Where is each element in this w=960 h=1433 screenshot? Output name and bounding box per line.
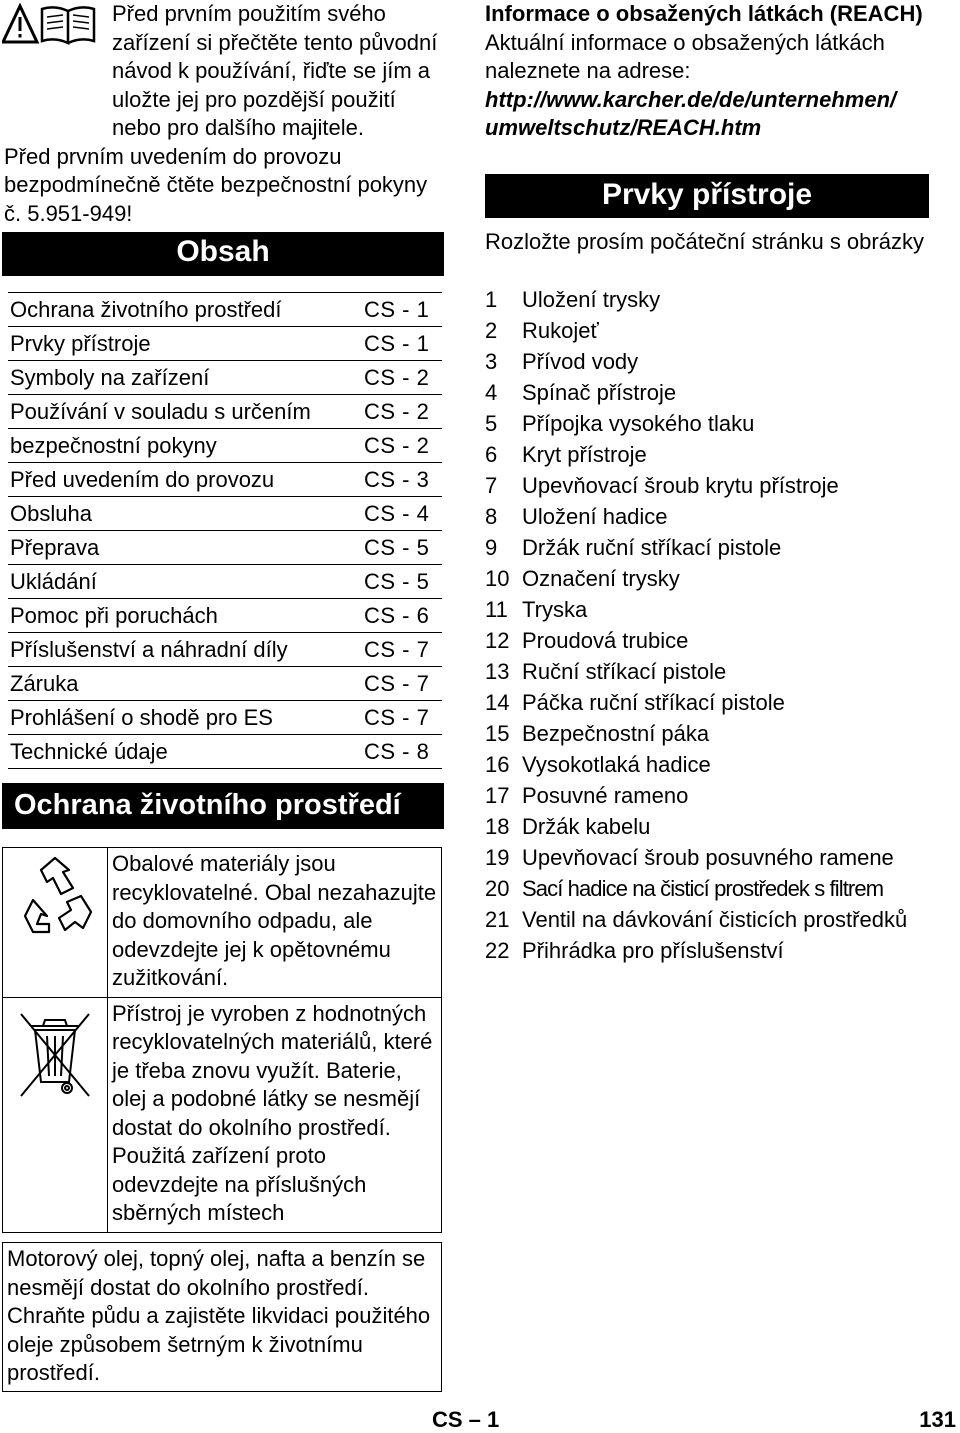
part-number: 21 [485,907,510,932]
part-label: Přívod vody [522,349,639,374]
toc-row[interactable] [8,293,442,327]
toc-label: Symboly na zařízení [10,364,210,390]
left-column [0,0,444,1385]
toc-page: CS - 5 [364,534,430,560]
toc-page: CS - 4 [364,500,430,526]
part-item [485,532,955,563]
part-label: Uložení hadice [522,504,668,529]
reach-text: Aktuální informace o obsažených látkách naleznete na adrese: [485,29,885,83]
toc-row[interactable] [8,361,442,395]
toc-page: CS - 8 [364,738,430,764]
part-item [485,873,955,904]
part-number: 15 [485,721,510,746]
environment-table [2,847,442,1233]
part-label: Držák ruční stříkací pistole [522,535,782,560]
intro-notice [0,0,444,228]
toc-page: CS - 1 [364,330,430,356]
recycle-icon [3,848,107,948]
toc-heading: Obsah [2,232,444,276]
toc-row[interactable] [8,667,442,701]
parts-intro: Rozložte prosím počáteční stránku s obrázky [485,229,924,254]
part-number: 3 [485,349,498,374]
oil-notice: Motorový olej, topný olej, nafta a benzín se nesmějí dostat do okolního prostředí. Chraňte půdu a zajistěte likvidaci použitého oleje způsobem šetrným k životnímu prostředí. [2,1242,442,1392]
toc-row[interactable] [8,327,442,361]
part-item [485,563,955,594]
parts-list [485,284,955,966]
reach-title: Informace o obsažených látkách (REACH) [485,1,923,26]
part-item [485,377,955,408]
part-number: 12 [485,628,510,653]
part-item [485,935,955,966]
toc-label: Ochrana životního prostředí [10,296,282,322]
part-item [485,408,955,439]
toc-row[interactable] [8,701,442,735]
part-item [485,594,955,625]
part-label: Uložení trysky [522,287,661,312]
toc-page: CS - 5 [364,568,430,594]
part-number: 9 [485,535,498,560]
part-label: Proudová trubice [522,628,689,653]
footer-section: CS – 1 [432,1407,500,1432]
toc-page: CS - 2 [364,364,430,390]
crossed-bin-icon [3,998,107,1108]
toc-row[interactable] [8,463,442,497]
part-item [485,811,955,842]
toc-row[interactable] [8,735,442,769]
toc-row[interactable] [8,565,442,599]
part-item [485,687,955,718]
part-item [485,718,955,749]
parts-heading: Prvky přístroje [485,174,929,218]
toc-label: Pomoc při poruchách [10,602,218,628]
part-item [485,904,955,935]
part-item [485,749,955,780]
part-label: Přípojka vysokého tlaku [522,411,755,436]
part-number: 19 [485,845,510,870]
toc-row[interactable] [8,497,442,531]
toc-row[interactable] [8,395,442,429]
part-item [485,470,955,501]
toc-row[interactable] [8,599,442,633]
part-label: Kryt přístroje [522,442,647,467]
part-label: Přihrádka pro příslušenství [522,938,784,963]
intro-text: zařízení si přečtěte tento původní návod k používání, řiďte se jím a uložte jej pro pozdější použití nebo pro dalšího majitele. [112,29,438,140]
toc-label: Přeprava [10,534,100,560]
toc-page: CS - 2 [364,398,430,424]
toc-label: Prohlášení o shodě pro ES [10,704,273,730]
toc-label: Obsluha [10,500,92,526]
part-label: Spínač přístroje [522,380,677,405]
part-item [485,842,955,873]
toc-label: Ukládání [10,568,97,594]
part-item [485,284,955,315]
part-number: 6 [485,442,498,467]
part-item [485,656,955,687]
toc-page: CS - 6 [364,602,430,628]
part-item [485,780,955,811]
part-number: 1 [485,287,498,312]
part-number: 22 [485,938,510,963]
safety-notice: Před prvním uvedením do provozu bezpodmínečně čtěte bezpečnostní pokyny č. 5.951-949! [4,143,428,226]
part-item [485,346,955,377]
intro-line-1: Před prvním použitím svého [112,1,386,26]
part-number: 10 [485,566,510,591]
part-item [485,315,955,346]
toc-page: CS - 3 [364,466,430,492]
toc-label: bezpečnostní pokyny [10,432,217,458]
weee-text: Přístroj je vyroben z hodnotných recyklovatelných materiálů, které je třeba znovu využít. Baterie, olej a podobné látky se nesmějí dostat do okolního prostředí. Použitá zařízení proto odevzdejte na příslušných sběrných místech [108,997,442,1232]
part-number: 16 [485,752,510,777]
part-label: Upevňovací šroub krytu přístroje [522,473,839,498]
toc-row[interactable] [8,531,442,565]
bin-cell [3,997,108,1232]
part-number: 5 [485,411,498,436]
toc-label: Používání v souladu s určením [10,398,311,424]
toc-label: Před uvedením do provozu [10,466,275,492]
warning-read-manual-icon [2,3,102,45]
toc-page: CS - 7 [364,636,430,662]
part-number: 8 [485,504,498,529]
part-number: 18 [485,814,510,839]
toc-page: CS - 7 [364,670,430,696]
part-label: Bezpečnostní páka [522,721,710,746]
toc-label: Prvky přístroje [10,330,151,356]
toc-page: CS - 1 [364,296,430,322]
right-column [485,0,945,143]
part-number: 14 [485,690,510,715]
footer-page-number: 131 [919,1407,956,1432]
toc-page: CS - 7 [364,704,430,730]
part-label: Držák kabelu [522,814,651,839]
environment-heading: Ochrana životního prostředí [2,783,444,829]
part-number: 7 [485,473,498,498]
toc-label: Záruka [10,670,79,696]
part-label: Páčka ruční stříkací pistole [522,690,785,715]
part-number: 17 [485,783,510,808]
part-label: Rukojeť [522,318,599,343]
part-number: 4 [485,380,498,405]
part-item [485,501,955,532]
reach-url-link[interactable]: http://www.karcher.de/de/unternehmen/ umweltschutz/REACH.htm [485,86,897,140]
part-number: 20 [485,876,510,901]
part-label: Vysokotlaká hadice [522,752,711,777]
part-label: Ventil na dávkování čisticích prostředků [522,907,908,932]
part-label: Označení trysky [522,566,680,591]
toc-label: Příslušenství a náhradní díly [10,636,288,662]
toc-row[interactable] [8,429,442,463]
part-number: 11 [485,597,508,622]
part-number: 13 [485,659,510,684]
table-of-contents [8,292,442,769]
part-label: Upevňovací šroub posuvného ramene [522,845,894,870]
part-item [485,625,955,656]
toc-row[interactable] [8,633,442,667]
part-number: 2 [485,318,498,343]
part-label: Posuvné rameno [522,783,689,808]
recycle-text: Obalové materiály jsou recyklovatelné. Obal nezahazujte do domovního odpadu, ale odevzdejte jej k opětovnému zužitkování. [108,848,442,998]
recycle-cell [3,848,108,998]
part-label: Sací hadice na čisticí prostředek s filtrem [522,876,884,901]
part-label: Tryska [522,597,588,622]
part-label: Ruční stříkací pistole [522,659,727,684]
toc-label: Technické údaje [10,738,168,764]
toc-page: CS - 2 [364,432,430,458]
part-item [485,439,955,470]
